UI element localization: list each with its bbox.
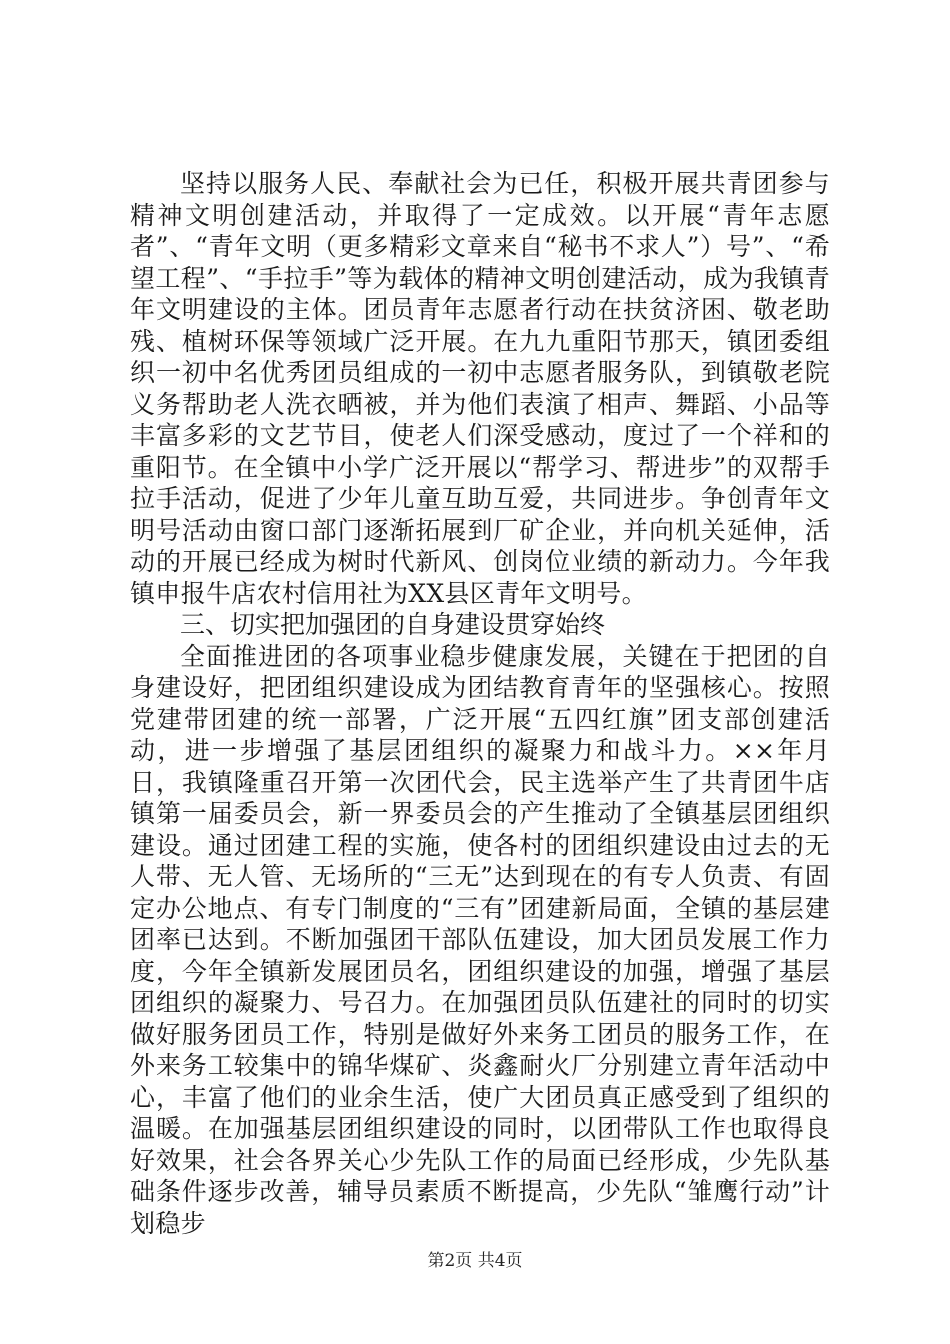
document-body (130, 168, 830, 1239)
section-heading: 三、切实把加强团的自身建设贯穿始终 (180, 610, 606, 639)
page-footer: 第2页 共4页 (427, 1251, 523, 1271)
paragraph-volunteer-activities: 坚持以服务人民、奉献社会为已任，积极开展共青团参与精神文明创建活动，并取得了一定成效。以开展“青年志愿者”、“青年文明（更多精彩文章来自“秘书不求人”）号”、“希望工程”、“手拉手”等为载体的精神文明创建活动，成为我镇青年文明建设的主体。团员青年志愿者行动在扶贫济困、敬老助残、植树环保等领域广泛开展。在九九重阳节那天，镇团委组织一初中名优秀团员组成的一初中志愿者服务队，到镇敬老院义务帮助老人洗衣晒被，并为他们表演了相声、舞蹈、小品等丰富多彩的文艺节目，使老人们深受感动，度过了一个祥和的重阳节。在全镇中小学广泛开展以“帮学习、帮进步”的双帮手拉手活动，促进了少年儿童互助互爱，共同进步。争创青年文明号活动由窗口部门逐渐拓展到厂矿企业，并向机关延伸，活动的开展已经成为树时代新风、创岗位业绩的新动力。今年我镇申报牛店农村信用社为XX县区青年文明号。 (130, 169, 830, 608)
paragraph-self-construction: 全面推进团的各项事业稳步健康发展，关键在于把团的自身建设好，把团组织建设成为团结教育青年的坚强核心。按照党建带团建的统一部署，广泛开展“五四红旗”团支部创建活动，进一步增强了基层团组织的凝聚力和战斗力。××年月日，我镇隆重召开第一次团代会，民主选举产生了共青团牛店镇第一届委员会，新一界委员会的产生推动了全镇基层团组织建设。通过团建工程的实施，使各村的团组织建设由过去的无人带、无人管、无场所的“三无”达到现在的有专人负责、有固定办公地点、有专门制度的“三有”团建新局面，全镇的基层建团率已达到。不断加强团干部队伍建设，加大团员发展工作力度，今年全镇新发展团员名，团组织建设的加强，增强了基层团组织的凝聚力、号召力。在加强团员队伍建社的同时的切实做好服务团员工作，特别是做好外来务工团员的服务工作，在外来务工较集中的锦华煤矿、炎鑫耐火厂分别建立青年活动中心，丰富了他们的业余生活，使广大团员真正感受到了组织的温暖。在加强基层团组织建设的同时，以团带队工作也取得良好效果，社会各界关心少先队工作的局面已经形成，少先队基础条件逐步改善，辅导员素质不断提高，少先队“雏鹰行动”计划稳步 (130, 641, 830, 1238)
